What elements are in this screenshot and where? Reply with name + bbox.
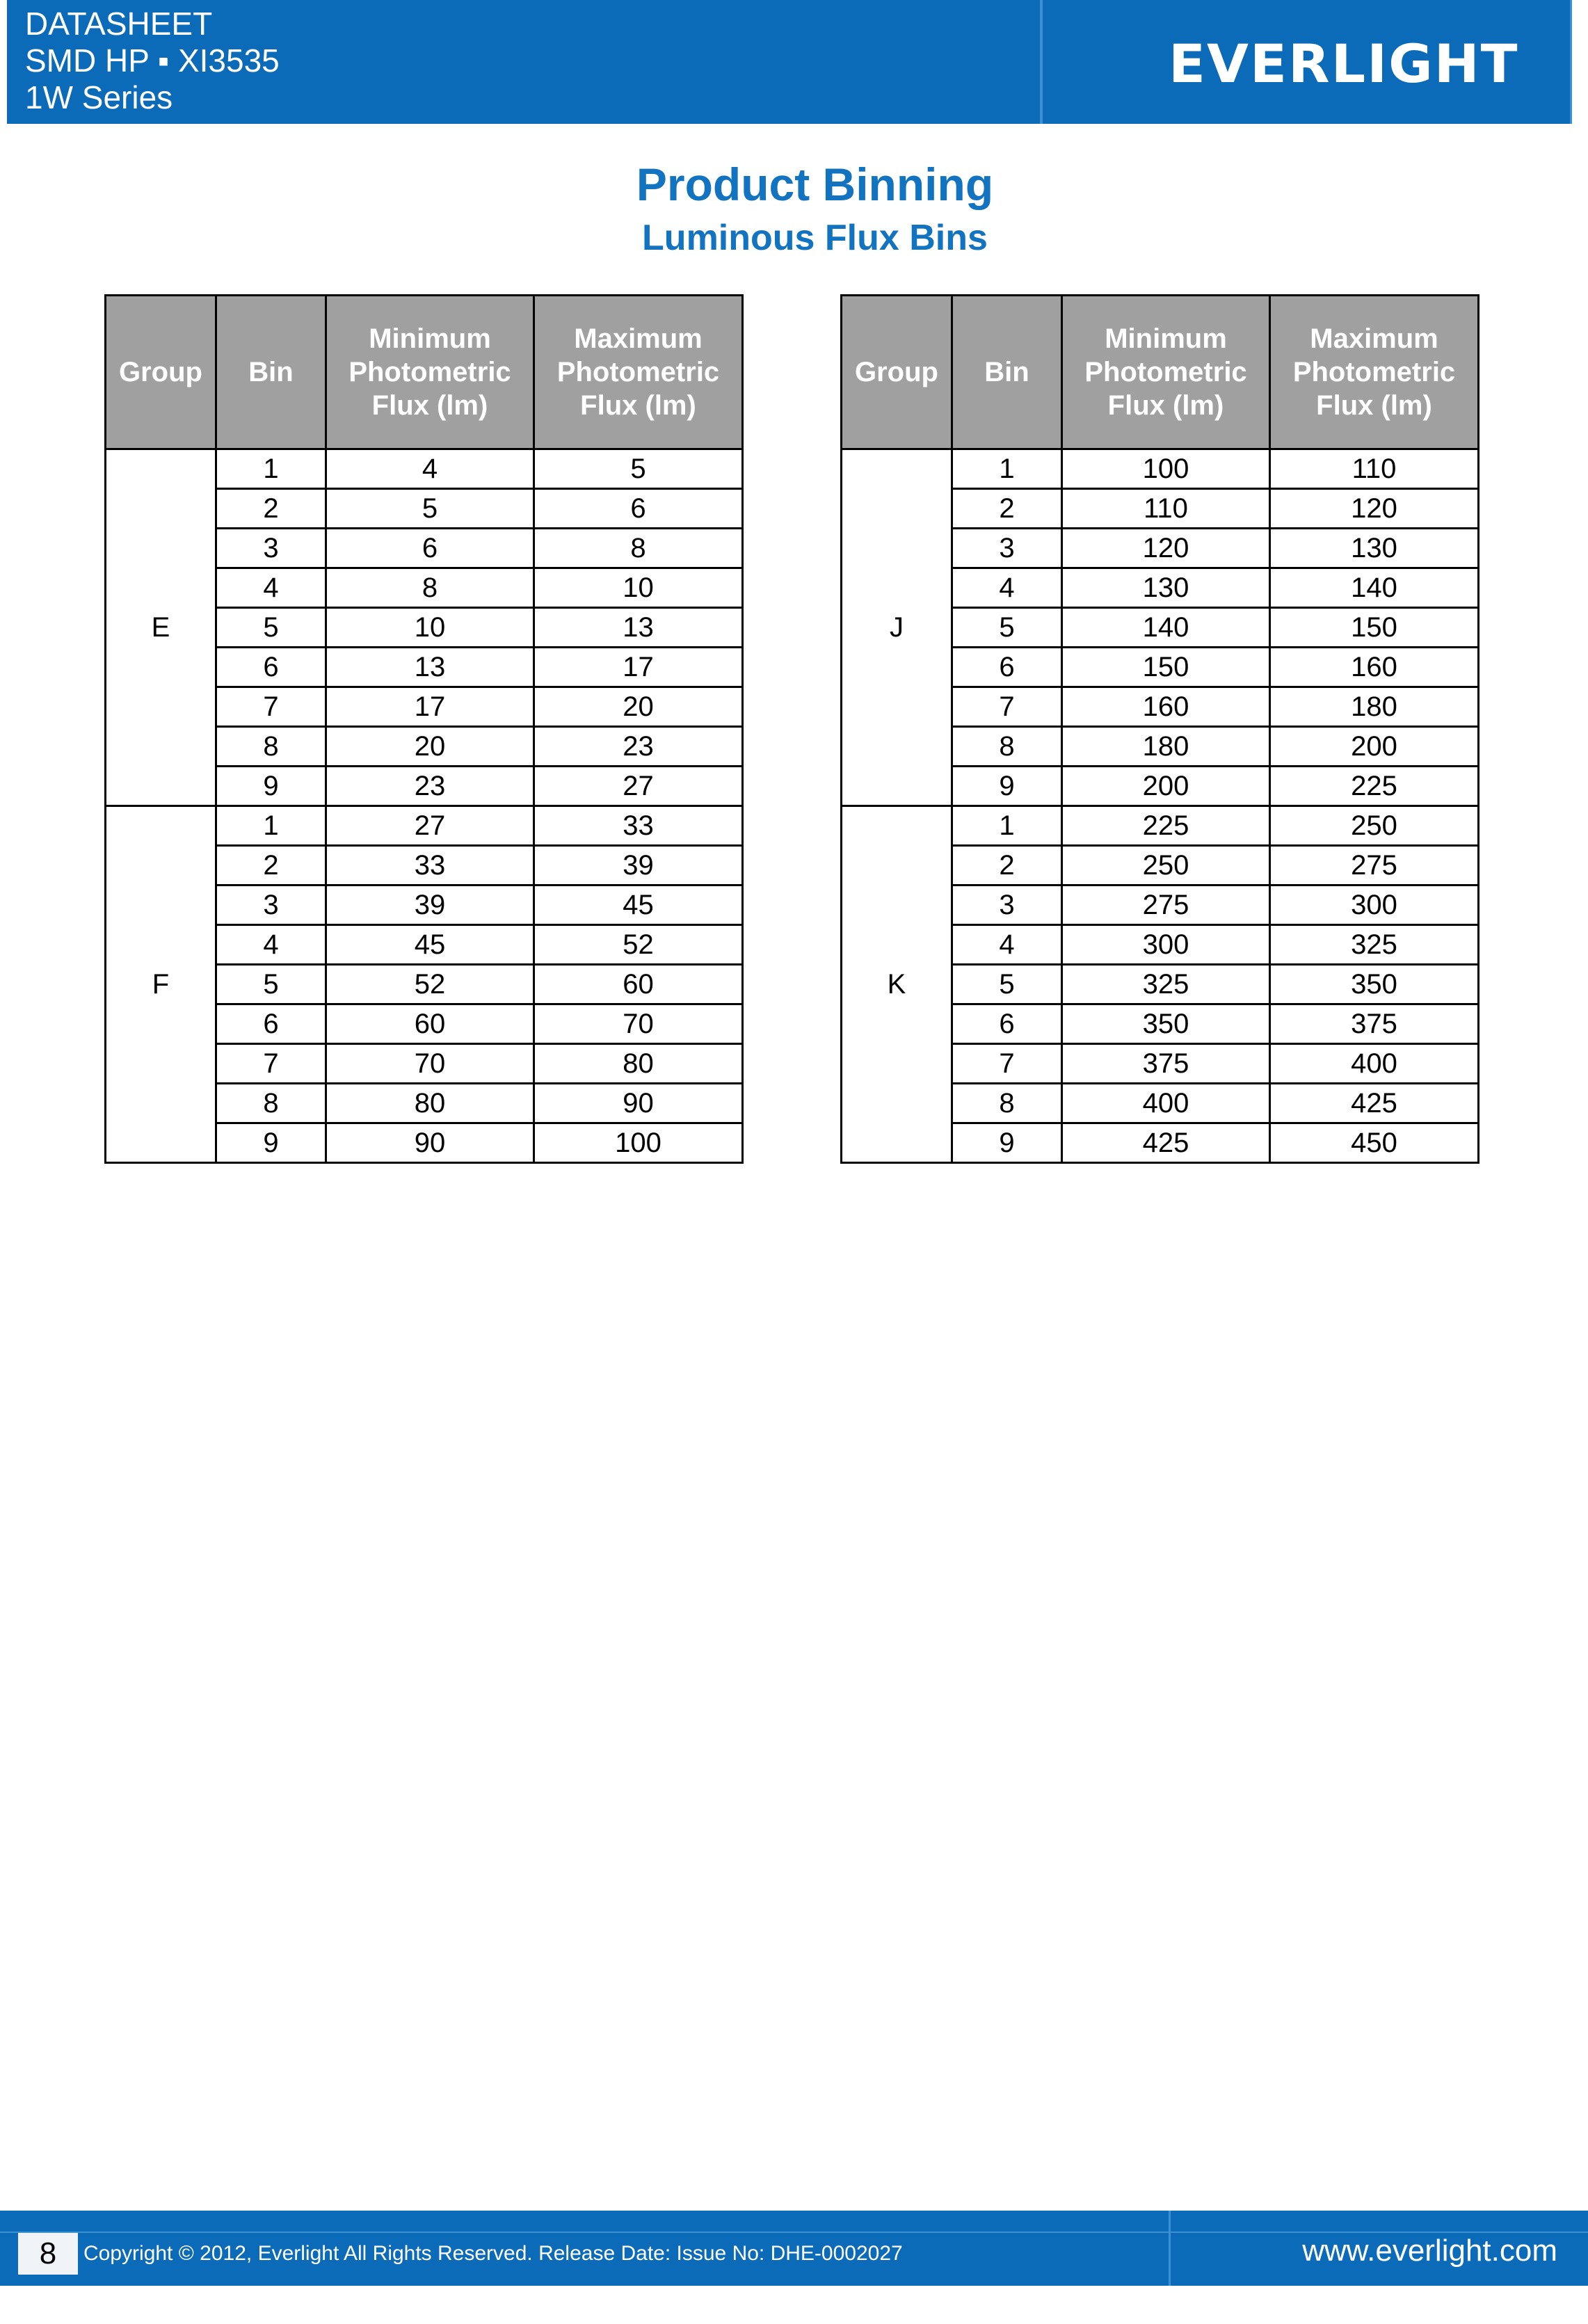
group-cell: F — [106, 806, 216, 1163]
max-flux-cell: 52 — [534, 925, 743, 965]
max-flux-cell: 450 — [1270, 1123, 1479, 1163]
bin-cell: 8 — [952, 727, 1062, 767]
max-flux-cell: 300 — [1270, 885, 1479, 925]
bin-cell: 1 — [216, 449, 326, 489]
max-flux-cell: 180 — [1270, 687, 1479, 727]
page-title: Product Binning — [636, 159, 994, 210]
doc-type: DATASHEET — [25, 6, 213, 42]
min-flux-cell: 70 — [326, 1044, 534, 1084]
website-link[interactable]: www.everlight.com — [1302, 2234, 1557, 2268]
min-flux-cell: 300 — [1062, 925, 1270, 965]
page-header — [7, 0, 1571, 124]
min-flux-cell: 180 — [1062, 727, 1270, 767]
bin-cell: 4 — [952, 925, 1062, 965]
bin-cell: 7 — [216, 687, 326, 727]
max-flux-cell: 17 — [534, 648, 743, 687]
header-divider — [1040, 0, 1043, 124]
min-flux-cell: 8 — [326, 568, 534, 608]
column-header-max-flux: Maximum Photometric Flux (lm) — [534, 296, 743, 449]
max-flux-cell: 70 — [534, 1004, 743, 1044]
min-flux-cell: 33 — [326, 846, 534, 885]
bin-cell: 2 — [952, 489, 1062, 529]
bin-cell: 9 — [216, 767, 326, 806]
min-flux-cell: 13 — [326, 648, 534, 687]
page-subtitle: Luminous Flux Bins — [642, 218, 988, 258]
bin-cell: 6 — [952, 648, 1062, 687]
column-header-min-flux: Minimum Photometric Flux (lm) — [326, 296, 534, 449]
flux-bin-table-right — [840, 294, 1479, 1164]
min-flux-cell: 39 — [326, 885, 534, 925]
bin-cell: 4 — [216, 568, 326, 608]
bin-cell: 7 — [952, 687, 1062, 727]
min-flux-cell: 425 — [1062, 1123, 1270, 1163]
max-flux-cell: 375 — [1270, 1004, 1479, 1044]
min-flux-cell: 17 — [326, 687, 534, 727]
copyright-notice: Copyright © 2012, Everlight All Rights Reserved. Release Date: Issue No: DHE-0002027 — [83, 2242, 903, 2265]
min-flux-cell: 140 — [1062, 608, 1270, 648]
bin-cell: 3 — [216, 885, 326, 925]
min-flux-cell: 52 — [326, 965, 534, 1004]
bin-cell: 9 — [952, 1123, 1062, 1163]
bin-cell: 4 — [216, 925, 326, 965]
min-flux-cell: 4 — [326, 449, 534, 489]
max-flux-cell: 150 — [1270, 608, 1479, 648]
bin-cell: 5 — [216, 608, 326, 648]
group-cell: K — [842, 806, 952, 1163]
bin-cell: 3 — [952, 885, 1062, 925]
max-flux-cell: 200 — [1270, 727, 1479, 767]
bin-cell: 8 — [952, 1084, 1062, 1123]
column-header-group: Group — [106, 296, 216, 449]
min-flux-cell: 10 — [326, 608, 534, 648]
group-cell: J — [842, 449, 952, 806]
column-header-bin: Bin — [952, 296, 1062, 449]
bin-cell: 8 — [216, 727, 326, 767]
table-row — [842, 449, 1479, 489]
max-flux-cell: 90 — [534, 1084, 743, 1123]
min-flux-cell: 350 — [1062, 1004, 1270, 1044]
bin-cell: 4 — [952, 568, 1062, 608]
min-flux-cell: 60 — [326, 1004, 534, 1044]
table-header-row — [106, 296, 743, 449]
everlight-logo: EVERLIGHT — [1169, 33, 1519, 95]
table-row — [106, 806, 743, 846]
min-flux-cell: 45 — [326, 925, 534, 965]
bin-cell: 5 — [952, 965, 1062, 1004]
max-flux-cell: 39 — [534, 846, 743, 885]
bin-cell: 5 — [952, 608, 1062, 648]
max-flux-cell: 33 — [534, 806, 743, 846]
bin-cell: 3 — [952, 529, 1062, 568]
min-flux-cell: 325 — [1062, 965, 1270, 1004]
min-flux-cell: 160 — [1062, 687, 1270, 727]
table-header-row — [842, 296, 1479, 449]
min-flux-cell: 20 — [326, 727, 534, 767]
max-flux-cell: 140 — [1270, 568, 1479, 608]
max-flux-cell: 100 — [534, 1123, 743, 1163]
bin-cell: 9 — [216, 1123, 326, 1163]
bin-cell: 1 — [952, 449, 1062, 489]
max-flux-cell: 8 — [534, 529, 743, 568]
max-flux-cell: 6 — [534, 489, 743, 529]
min-flux-cell: 100 — [1062, 449, 1270, 489]
max-flux-cell: 400 — [1270, 1044, 1479, 1084]
bin-cell: 8 — [216, 1084, 326, 1123]
bin-cell: 2 — [216, 489, 326, 529]
max-flux-cell: 160 — [1270, 648, 1479, 687]
bin-cell: 7 — [952, 1044, 1062, 1084]
group-cell: E — [106, 449, 216, 806]
column-header-min-flux: Minimum Photometric Flux (lm) — [1062, 296, 1270, 449]
bin-cell: 6 — [216, 1004, 326, 1044]
column-header-bin: Bin — [216, 296, 326, 449]
bin-cell: 5 — [216, 965, 326, 1004]
header-doc-info — [25, 6, 280, 116]
min-flux-cell: 90 — [326, 1123, 534, 1163]
page-number: 8 — [18, 2233, 78, 2275]
footer-divider — [1169, 2211, 1171, 2286]
bin-cell: 1 — [952, 806, 1062, 846]
max-flux-cell: 250 — [1270, 806, 1479, 846]
max-flux-cell: 80 — [534, 1044, 743, 1084]
max-flux-cell: 45 — [534, 885, 743, 925]
column-header-group: Group — [842, 296, 952, 449]
column-header-max-flux: Maximum Photometric Flux (lm) — [1270, 296, 1479, 449]
min-flux-cell: 150 — [1062, 648, 1270, 687]
min-flux-cell: 27 — [326, 806, 534, 846]
max-flux-cell: 325 — [1270, 925, 1479, 965]
max-flux-cell: 10 — [534, 568, 743, 608]
bin-cell: 3 — [216, 529, 326, 568]
min-flux-cell: 400 — [1062, 1084, 1270, 1123]
min-flux-cell: 130 — [1062, 568, 1270, 608]
max-flux-cell: 275 — [1270, 846, 1479, 885]
bin-cell: 7 — [216, 1044, 326, 1084]
min-flux-cell: 275 — [1062, 885, 1270, 925]
max-flux-cell: 110 — [1270, 449, 1479, 489]
max-flux-cell: 20 — [534, 687, 743, 727]
bin-cell: 1 — [216, 806, 326, 846]
min-flux-cell: 6 — [326, 529, 534, 568]
max-flux-cell: 60 — [534, 965, 743, 1004]
bin-cell: 6 — [216, 648, 326, 687]
page-footer — [0, 2211, 1588, 2286]
min-flux-cell: 200 — [1062, 767, 1270, 806]
max-flux-cell: 225 — [1270, 767, 1479, 806]
max-flux-cell: 425 — [1270, 1084, 1479, 1123]
min-flux-cell: 225 — [1062, 806, 1270, 846]
product-series: 1W Series — [25, 79, 173, 115]
product-name: SMD HP ▪ XI3535 — [25, 42, 280, 79]
max-flux-cell: 130 — [1270, 529, 1479, 568]
min-flux-cell: 23 — [326, 767, 534, 806]
min-flux-cell: 110 — [1062, 489, 1270, 529]
table-row — [842, 806, 1479, 846]
min-flux-cell: 120 — [1062, 529, 1270, 568]
flux-bin-table-left — [104, 294, 744, 1164]
max-flux-cell: 350 — [1270, 965, 1479, 1004]
min-flux-cell: 375 — [1062, 1044, 1270, 1084]
bin-cell: 2 — [952, 846, 1062, 885]
bin-cell: 2 — [216, 846, 326, 885]
table-row — [106, 449, 743, 489]
max-flux-cell: 13 — [534, 608, 743, 648]
max-flux-cell: 120 — [1270, 489, 1479, 529]
max-flux-cell: 27 — [534, 767, 743, 806]
max-flux-cell: 23 — [534, 727, 743, 767]
min-flux-cell: 80 — [326, 1084, 534, 1123]
bin-cell: 6 — [952, 1004, 1062, 1044]
max-flux-cell: 5 — [534, 449, 743, 489]
bin-cell: 9 — [952, 767, 1062, 806]
min-flux-cell: 5 — [326, 489, 534, 529]
min-flux-cell: 250 — [1062, 846, 1270, 885]
